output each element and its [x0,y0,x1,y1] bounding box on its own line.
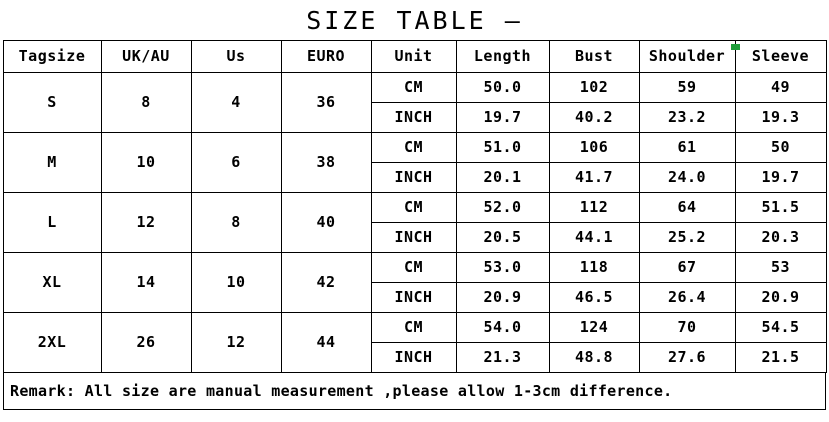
cell-unit: CM [371,72,456,102]
header-bust: Bust [549,40,639,72]
cell-length: 20.5 [456,222,549,252]
cell-shoulder: 27.6 [639,342,735,372]
cell-length: 53.0 [456,252,549,282]
cell-sleeve: 20.3 [735,222,826,252]
cell-length: 51.0 [456,132,549,162]
cell-us: 10 [191,252,281,312]
header-length: Length [456,40,549,72]
header-ukau: UK/AU [101,40,191,72]
cell-sleeve: 20.9 [735,282,826,312]
cell-shoulder: 26.4 [639,282,735,312]
cell-us: 4 [191,72,281,132]
cell-length: 20.9 [456,282,549,312]
cell-unit: INCH [371,282,456,312]
header-shoulder: Shoulder [639,40,735,72]
cell-unit: INCH [371,342,456,372]
cell-ukau: 26 [101,312,191,372]
cell-length: 52.0 [456,192,549,222]
cell-unit: INCH [371,162,456,192]
cell-shoulder: 61 [639,132,735,162]
cell-us: 8 [191,192,281,252]
cell-unit: CM [371,252,456,282]
cell-length: 20.1 [456,162,549,192]
cell-bust: 41.7 [549,162,639,192]
cell-bust: 118 [549,252,639,282]
page-title: SIZE TABLE – [306,6,523,35]
cell-sleeve: 19.3 [735,102,826,132]
cell-bust: 40.2 [549,102,639,132]
cell-sleeve: 49 [735,72,826,102]
cell-tagsize: M [3,132,101,192]
cell-ukau: 10 [101,132,191,192]
cell-ukau: 8 [101,72,191,132]
cell-ukau: 14 [101,252,191,312]
cell-us: 12 [191,312,281,372]
cell-bust: 46.5 [549,282,639,312]
cell-euro: 38 [281,132,371,192]
cell-tagsize: S [3,72,101,132]
cell-unit: CM [371,192,456,222]
table-row [3,252,826,282]
cell-sleeve: 51.5 [735,192,826,222]
cell-ukau: 12 [101,192,191,252]
cell-shoulder: 70 [639,312,735,342]
table-row [3,192,826,222]
table-header-row [3,40,826,72]
cell-unit: INCH [371,222,456,252]
cell-length: 21.3 [456,342,549,372]
remark-note: Remark: All size are manual measurement ,please allow 1-3cm difference. [3,373,826,410]
header-sleeve: Sleeve [735,40,826,72]
cell-sleeve: 50 [735,132,826,162]
cell-length: 19.7 [456,102,549,132]
header-euro: EURO [281,40,371,72]
cell-shoulder: 24.0 [639,162,735,192]
cell-bust: 124 [549,312,639,342]
cell-shoulder: 64 [639,192,735,222]
header-unit: Unit [371,40,456,72]
cell-us: 6 [191,132,281,192]
header-tagsize: Tagsize [3,40,101,72]
cell-length: 54.0 [456,312,549,342]
cell-length: 50.0 [456,72,549,102]
table-row [3,72,826,102]
cell-unit: CM [371,132,456,162]
cell-bust: 112 [549,192,639,222]
cell-shoulder: 67 [639,252,735,282]
cell-euro: 42 [281,252,371,312]
cell-tagsize: 2XL [3,312,101,372]
cell-sleeve: 21.5 [735,342,826,372]
cell-euro: 44 [281,312,371,372]
cell-bust: 44.1 [549,222,639,252]
cell-unit: INCH [371,102,456,132]
cell-bust: 48.8 [549,342,639,372]
size-chart-table [3,40,827,373]
cell-shoulder: 23.2 [639,102,735,132]
cell-tagsize: L [3,192,101,252]
cell-sleeve: 54.5 [735,312,826,342]
cell-shoulder: 59 [639,72,735,102]
table-row [3,132,826,162]
cell-shoulder: 25.2 [639,222,735,252]
cell-bust: 106 [549,132,639,162]
header-us: Us [191,40,281,72]
cell-sleeve: 19.7 [735,162,826,192]
cell-euro: 40 [281,192,371,252]
cell-euro: 36 [281,72,371,132]
green-marker-icon [731,44,740,50]
cell-sleeve: 53 [735,252,826,282]
cell-bust: 102 [549,72,639,102]
table-row [3,312,826,342]
cell-unit: CM [371,312,456,342]
cell-tagsize: XL [3,252,101,312]
